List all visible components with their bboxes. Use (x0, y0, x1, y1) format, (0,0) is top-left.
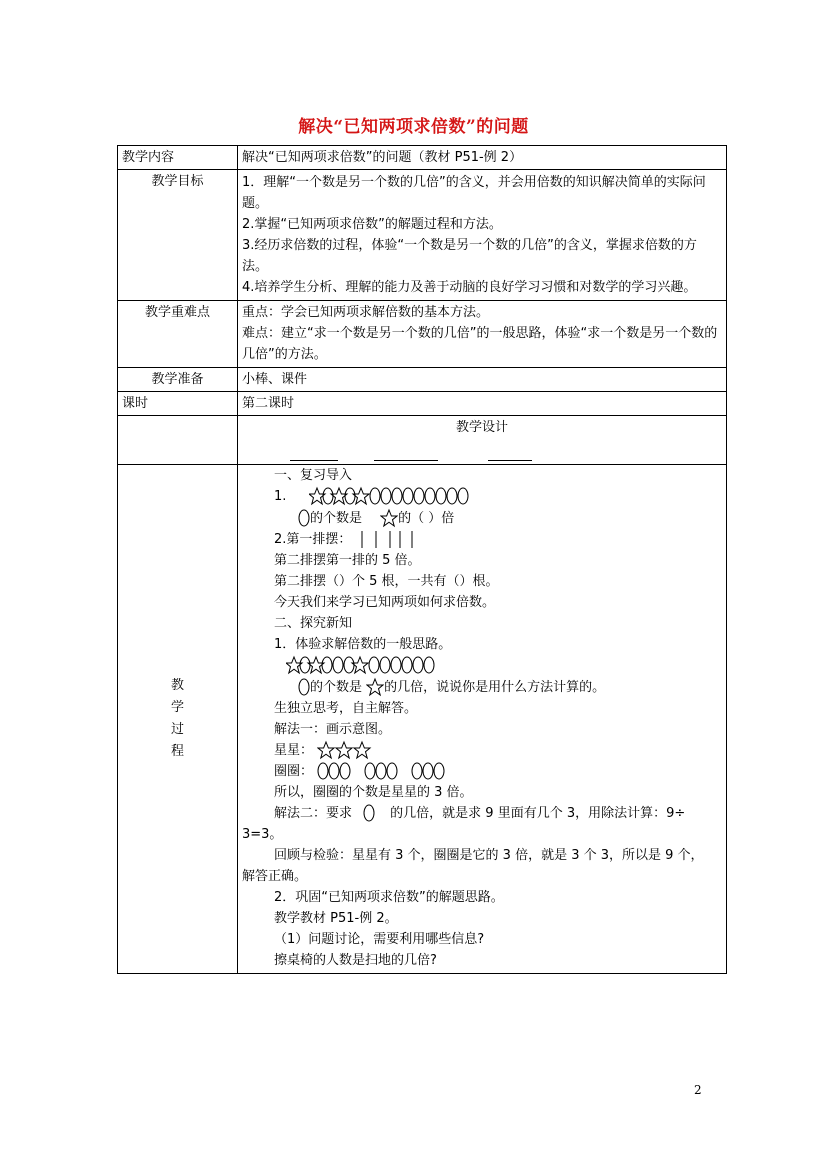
document-title: 解决“已知两项求倍数”的问题 (298, 117, 529, 137)
underline (488, 460, 532, 461)
text: 的几倍，说说你是用什么方法计算的。 (384, 680, 606, 695)
three-stars-icon (317, 740, 375, 761)
explore-shapes (274, 655, 722, 677)
discussion-line: 擦桌椅的人数是扫地的几倍? (274, 953, 437, 968)
design-heading: 教学设计 (455, 420, 508, 435)
explore-question (274, 677, 722, 698)
circles-line (274, 761, 722, 782)
review-check-line: 回顾与检验：星星有 3 个，圈圈是它的 3 倍，就是 3 个 3，所以是 9 个， (274, 848, 704, 863)
design-empty-cell (118, 416, 238, 465)
row-period (118, 392, 727, 416)
row-goals (118, 170, 727, 301)
period-label: 课时 (118, 392, 238, 416)
text: 的个数是 (310, 511, 363, 526)
review-line: 第二排摆（）个 5 根，一共有（）根。 (274, 574, 499, 589)
goal-item: 3.经历求倍数的过程，体验“一个数是另一个数的几倍”的含义，掌握求倍数的方法。 (242, 238, 697, 274)
section-heading: 一、复习导入 (274, 468, 353, 483)
process-label-char: 学 (170, 700, 184, 715)
design-underlines (238, 460, 726, 461)
stars-line (274, 740, 722, 761)
goal-item: 4.培养学生分析、理解的能力及善于动脑的良好学习习惯和对数学的学习兴趣。 (242, 280, 697, 295)
review-line: 第二排摆第一排的 5 倍。 (274, 553, 421, 568)
prep-value: 小棒、课件 (238, 368, 727, 392)
row-key-points (118, 301, 727, 368)
content-value: 解决“已知两项求倍数”的问题（教材 P51-例 2） (238, 146, 727, 170)
explore-line: 生独立思考，自主解答。 (274, 701, 418, 716)
review-question-1 (274, 508, 722, 529)
underline (374, 460, 438, 461)
text: 解法二：要求 (274, 806, 353, 821)
process-label-char: 教 (170, 678, 184, 693)
key-point-item: 重点：学会已知两项求解倍数的基本方法。 (242, 305, 490, 320)
intro-line: 今天我们来学习已知两项如何求倍数。 (274, 595, 496, 610)
consolidate-line: 教学教材 P51-例 2。 (274, 911, 398, 926)
review-item-1 (274, 486, 722, 508)
goals-value (238, 170, 727, 301)
section-heading: 二、探究新知 (274, 616, 353, 631)
underline (290, 460, 338, 461)
star-icon (366, 677, 384, 698)
circle-icon (356, 803, 390, 824)
row-design (118, 416, 727, 465)
row-content (118, 146, 727, 170)
star-circle-row-icon (286, 655, 446, 676)
process-label-char: 程 (170, 744, 184, 759)
text: 星星： (274, 743, 314, 758)
circle-icon (298, 677, 310, 698)
review-check-continued: 解答正确。 (242, 869, 308, 884)
method-two-continued: 3=3。 (242, 827, 283, 842)
content-label: 教学内容 (118, 146, 238, 170)
goal-item: 1．理解“一个数是另一个数的几倍”的含义，并会用倍数的知识解决简单的实际问题。 (242, 175, 706, 211)
explore-line: 解法一：画示意图。 (274, 722, 392, 737)
item-number: 1. (274, 489, 287, 504)
goals-label: 教学目标 (118, 170, 238, 301)
circle-icon (298, 508, 310, 529)
nine-circles-icon (317, 761, 467, 782)
row-prep (118, 368, 727, 392)
text: 圈圈： (274, 764, 314, 779)
star-circle-row-icon (309, 486, 479, 507)
consolidate-line: 2．巩固“已知两项求倍数”的解题思路。 (274, 890, 504, 905)
sticks-icon (356, 529, 420, 550)
explore-line: 所以，圈圈的个数是星星的 3 倍。 (274, 785, 473, 800)
method-two-line (274, 803, 722, 824)
row-process (118, 465, 727, 974)
goal-item: 2.掌握“已知两项求倍数”的解题过程和方法。 (242, 217, 502, 232)
process-content (238, 465, 727, 974)
process-label-cell (118, 465, 238, 974)
period-value: 第二课时 (238, 392, 727, 416)
design-heading-cell (238, 416, 727, 465)
explore-line: 1．体验求解倍数的一般思路。 (274, 637, 452, 652)
key-points-value (238, 301, 727, 368)
lesson-plan-table (117, 145, 727, 974)
key-point-item: 难点：建立“求一个数是另一个数的几倍”的一般思路，体验“求一个数是另一个数的几倍”的方法。 (242, 326, 718, 362)
prep-label: 教学准备 (118, 368, 238, 392)
text: 的几倍，就是求 9 里面有几个 3，用除法计算：9÷ (390, 806, 686, 821)
key-points-label: 教学重难点 (118, 301, 238, 368)
page-number: 2 (694, 1083, 702, 1097)
text: 的个数是 (310, 680, 363, 695)
text: 2.第一排摆： (274, 532, 352, 547)
text: 的（ ）倍 (398, 511, 455, 526)
process-label-char: 过 (170, 722, 184, 737)
process-label (171, 675, 184, 763)
discussion-line: （1）问题讨论，需要利用哪些信息? (274, 932, 485, 947)
review-item-2 (274, 529, 722, 550)
star-icon (380, 508, 398, 529)
